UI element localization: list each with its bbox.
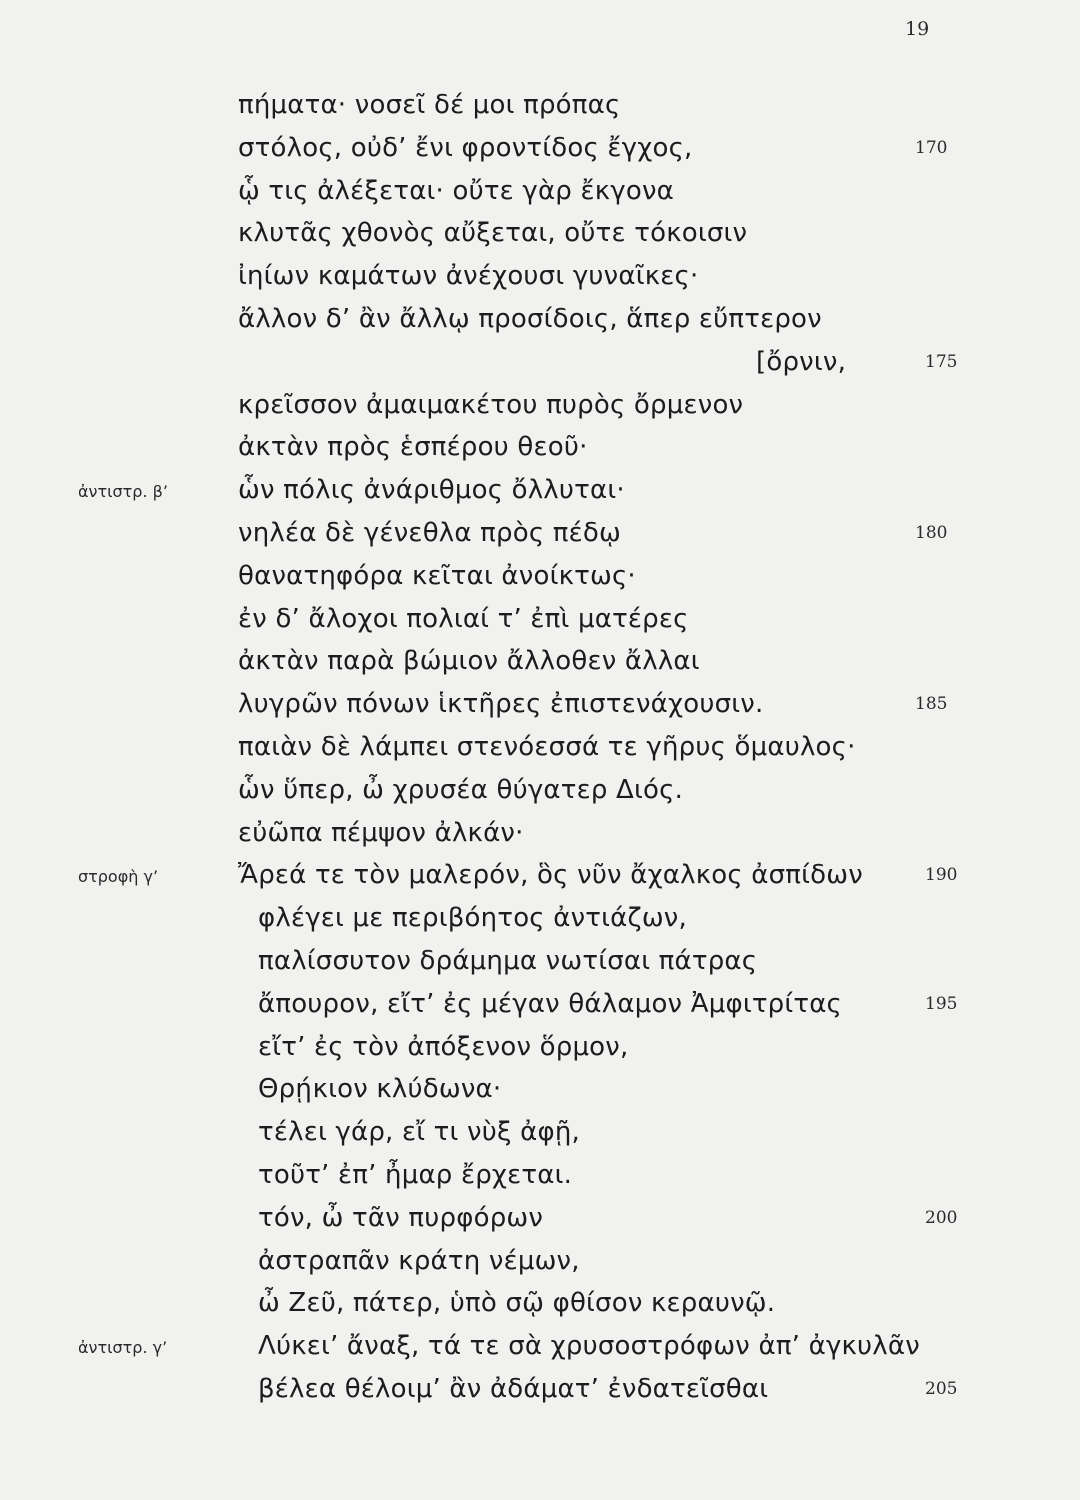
verse-line: [0, 1282, 1080, 1325]
line-number: 185: [915, 694, 948, 715]
verse-text: πήματα· νοσεῖ δέ μοι πρόπας: [238, 90, 621, 120]
verse-line: [0, 469, 1080, 512]
verse-line: [0, 1368, 1080, 1411]
verse-line: [0, 598, 1080, 641]
verse-line: [0, 897, 1080, 940]
verse-text: λυγρῶν πόνων ἱκτῆρες ἐπιστενάχουσιν.: [238, 689, 764, 720]
verse-line: [0, 255, 1080, 298]
verse-line: [0, 84, 1080, 127]
verse-text: βέλεα θέλοιμ’ ἂν ἀδάματ’ ἐνδατεῖσθαι: [258, 1373, 769, 1404]
verse-line: [0, 1325, 1080, 1368]
verse-text: τοῦτ’ ἐπ’ ἦμαρ ἔρχεται.: [258, 1159, 573, 1190]
verse-text: ἄλλον δ’ ἂν ἄλλῳ προσίδοις, ἅπερ εὔπτερον: [238, 303, 822, 334]
verse-text: ἀκτὰν πρὸς ἑσπέρου θεοῦ·: [238, 432, 588, 463]
verse-text: τέλει γάρ, εἴ τι νὺξ ἀφῇ,: [258, 1117, 580, 1148]
verse-line: [0, 1154, 1080, 1197]
verse-text: τόν, ὦ τᾶν πυρφόρων: [258, 1202, 544, 1233]
verse-text: κρεῖσσον ἀμαιμακέτου πυρὸς ὄρμενον: [238, 389, 744, 420]
verse-text: νηλέα δὲ γένεθλα πρὸς πέδῳ: [238, 517, 621, 548]
verse-text: ἄπουρον, εἴτ’ ἐς μέγαν θάλαμον Ἀμφιτρίτας: [258, 988, 843, 1019]
verse-line: [0, 426, 1080, 469]
strophe-label: στροφὴ γ’: [78, 867, 159, 887]
verse-line: [0, 298, 1080, 341]
verse-line: [0, 769, 1080, 812]
verse-line: [0, 1240, 1080, 1283]
strophe-label: ἀντιστρ. γ’: [78, 1338, 168, 1358]
verse-text: Θρῄκιον κλύδωνα·: [258, 1074, 502, 1105]
verse-text: ὦ Ζεῦ, πάτερ, ὑπὸ σῷ φθίσον κεραυνῷ.: [258, 1288, 776, 1319]
verse-text: φλέγει με περιβόητος ἀντιάζων,: [258, 903, 687, 934]
verse-line: [0, 341, 1080, 384]
verse-text: ἐν δ’ ἄλοχοι πολιαί τ’ ἐπὶ ματέρες: [238, 603, 689, 634]
line-number: 205: [925, 1378, 958, 1399]
verse-text: ὧν πόλις ἀνάριθμος ὄλλυται·: [238, 475, 625, 506]
verse-text: παλίσσυτον δράμημα νωτίσαι πάτρας: [258, 945, 758, 976]
verse-line: [0, 555, 1080, 598]
line-number: 195: [925, 993, 958, 1014]
verse-line: [0, 983, 1080, 1026]
verse-text: ᾧ τις ἀλέξεται· οὔτε γὰρ ἔκγονα: [238, 175, 675, 206]
verse-line: [0, 640, 1080, 683]
line-number: 170: [915, 137, 948, 158]
verse-line: [0, 726, 1080, 769]
verse-text: στόλος, οὐδ’ ἔνι φροντίδος ἔγχος,: [238, 132, 693, 163]
verse-line: [0, 940, 1080, 983]
verse-text: κλυτᾶς χθονὸς αὔξεται, οὔτε τόκοισιν: [238, 218, 748, 249]
verse-text: ἰηίων καμάτων ἀνέχουσι γυναῖκες·: [238, 261, 699, 292]
strophe-label: ἀντιστρ. β’: [78, 482, 168, 502]
verse-line: [0, 1197, 1080, 1240]
verse-text: ἀστραπᾶν κράτη νέμων,: [258, 1245, 580, 1276]
verse-text: Ἄρεά τε τὸν μαλερόν, ὃς νῦν ἄχαλκος ἀσπίδων: [238, 860, 863, 891]
verse-line: [0, 1068, 1080, 1111]
line-number: 180: [915, 522, 948, 543]
verse-line: [0, 384, 1080, 427]
verse-text: ἀκτὰν παρὰ βώμιον ἄλλοθεν ἄλλαι: [238, 646, 700, 677]
verse-text: θανατηφόρα κεῖται ἀνοίκτως·: [238, 560, 636, 591]
verse-line: [0, 1111, 1080, 1154]
verse-line: [0, 170, 1080, 213]
verse-lines: [0, 84, 1080, 1411]
verse-text: Λύκει’ ἄναξ, τά τε σὰ χρυσοστρόφων ἀπ’ ἀγκυλᾶν: [258, 1331, 920, 1362]
page-number: 19: [905, 18, 930, 40]
verse-line: [0, 683, 1080, 726]
verse-line: [0, 854, 1080, 897]
verse-text: ὧν ὕπερ, ὦ χρυσέα θύγατερ Διός.: [238, 774, 684, 805]
line-number: 175: [925, 351, 958, 372]
line-number: 200: [925, 1207, 958, 1228]
verse-text: παιὰν δὲ λάμπει στενόεσσά τε γῆρυς ὅμαυλος·: [238, 731, 856, 762]
verse-line: [0, 1026, 1080, 1069]
verse-line: [0, 127, 1080, 170]
verse-line: [0, 212, 1080, 255]
line-number: 190: [925, 865, 958, 886]
verse-line: [0, 812, 1080, 855]
verse-text-continuation: [ὄρνιν,: [756, 346, 847, 377]
verse-text: εὐῶπα πέμψον ἀλκάν·: [238, 817, 524, 848]
verse-text: εἴτ’ ἐς τὸν ἀπόξενον ὅρμον,: [258, 1031, 629, 1062]
verse-line: [0, 512, 1080, 555]
